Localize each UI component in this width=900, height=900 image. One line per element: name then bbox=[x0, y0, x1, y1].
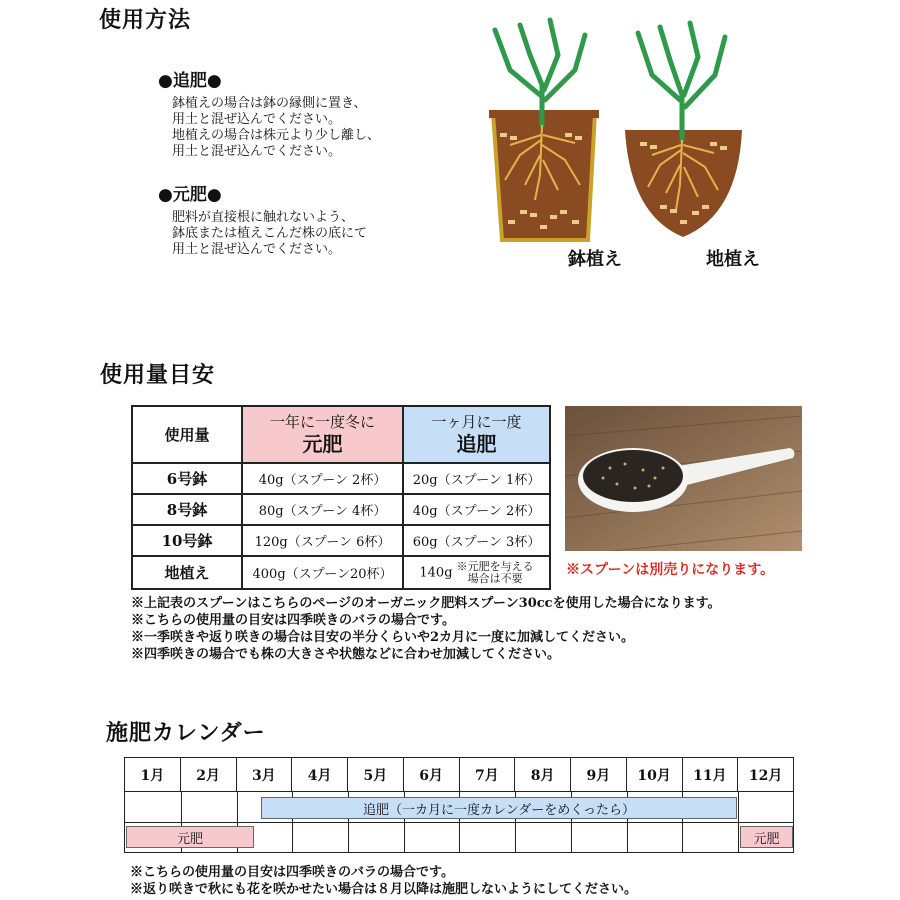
pot-label: 鉢植え bbox=[568, 249, 622, 270]
section-title-usage: 使用方法 bbox=[99, 7, 192, 33]
calendar-notes bbox=[130, 864, 637, 898]
section-title-amount: 使用量目安 bbox=[100, 362, 216, 388]
table-row bbox=[132, 525, 550, 556]
month-cell: 5月 bbox=[348, 758, 404, 791]
note-line: ※四季咲きの場合でも株の大きさや状態などに合わせ加減してください。 bbox=[131, 647, 561, 662]
header-tsuihi bbox=[403, 406, 550, 463]
month-cell: 1月 bbox=[125, 758, 181, 791]
header-tsuihi-sub: 一ヶ月に一度 bbox=[431, 412, 522, 431]
month-cell: 12月 bbox=[748, 767, 783, 784]
tsuihi-cell: 40g（スプーン 2杯） bbox=[403, 494, 550, 525]
motohi-heading: ●元肥● bbox=[158, 185, 222, 205]
note-line: ※こちらの使用量の目安は四季咲きのバラの場合です。 bbox=[130, 865, 454, 880]
header-motohi-main: 元肥 bbox=[302, 431, 343, 456]
motohi-cell: 120g（スプーン 6杯） bbox=[242, 525, 403, 556]
tsuihi-footnote: ※元肥を与える 場合は不要 bbox=[456, 559, 534, 585]
note-line: ※返り咲きで秋にも花を咲かせたい場合は８月以降は施肥しないようにしてください。 bbox=[130, 882, 638, 897]
month-cell: 3月 bbox=[237, 758, 293, 791]
month-cell: 4月 bbox=[292, 758, 348, 791]
month-cell: 6月 bbox=[404, 758, 460, 791]
header-tsuihi-main: 追肥 bbox=[456, 431, 497, 456]
tsuihi-heading: ●追肥● bbox=[158, 71, 222, 91]
usage-table bbox=[131, 405, 551, 590]
motohi-period-bar-dec: 元肥 bbox=[740, 826, 793, 848]
month-cell: 7月 bbox=[460, 758, 516, 791]
section-title-calendar: 施肥カレンダー bbox=[106, 720, 266, 746]
tsuihi-cell: 60g（スプーン 3杯） bbox=[403, 525, 550, 556]
motohi-cell: 40g（スプーン 2杯） bbox=[242, 463, 403, 494]
motohi-instructions: 肥料が直接根に触れないよう、 鉢底または植えこんだ株の底にて 用土と混ぜ込んでください。 bbox=[172, 210, 368, 257]
grid-line bbox=[738, 791, 739, 853]
month-cell: 9月 bbox=[571, 758, 627, 791]
row-label: 8号鉢 bbox=[132, 494, 242, 525]
month-cell: 2月 bbox=[181, 758, 237, 791]
tsuihi-cell bbox=[403, 556, 550, 589]
tsuihi-period-bar: 追肥（一カ月に一度カレンダーをめくったら） bbox=[261, 797, 737, 819]
row-label: 10号鉢 bbox=[132, 525, 242, 556]
table-header-row bbox=[132, 406, 550, 463]
motohi-cell: 80g（スプーン 4杯） bbox=[242, 494, 403, 525]
spoon-sold-separately-note: ※スプーンは別売りになります。 bbox=[566, 562, 775, 578]
motohi-period-bar-jan-feb: 元肥 bbox=[126, 826, 254, 848]
note-line: ※一季咲きや返り咲きの場合は目安の半分くらいや2カ月に一度に加減してください。 bbox=[131, 630, 635, 645]
ground-label: 地植え bbox=[706, 249, 760, 270]
ground-illustration bbox=[625, 23, 742, 237]
row-label: 6号鉢 bbox=[132, 463, 242, 494]
month-header-row bbox=[125, 758, 793, 792]
note-line: ※上記表のスプーンはこちらのページのオーガニック肥料スプーン30ccを使用した場合になります。 bbox=[131, 596, 721, 611]
planting-illustration bbox=[480, 15, 780, 245]
note-line: ※こちらの使用量の目安は四季咲きのバラの場合です。 bbox=[131, 613, 455, 628]
tsuihi-cell: 20g（スプーン 1杯） bbox=[403, 463, 550, 494]
header-motohi-sub: 一年に一度冬に bbox=[270, 412, 376, 431]
fertilizer-calendar bbox=[124, 757, 794, 853]
month-cell: 10月 bbox=[627, 758, 683, 791]
table-row bbox=[132, 494, 550, 525]
month-cell: 11月 bbox=[683, 758, 739, 791]
spoon-photo bbox=[565, 406, 802, 551]
tsuihi-instructions: 鉢植えの場合は鉢の縁側に置き、 用土と混ぜ込んでください。 地植えの場合は株元より少し離し、 用土と混ぜ込んでください。 bbox=[172, 96, 381, 159]
amount-notes bbox=[131, 595, 721, 663]
header-motohi bbox=[242, 406, 403, 463]
header-label: 使用量 bbox=[132, 406, 242, 463]
table-row bbox=[132, 463, 550, 494]
motohi-cell: 400g（スプーン20杯） bbox=[242, 556, 403, 589]
tsuihi-value: 140g bbox=[419, 565, 453, 580]
table-row bbox=[132, 556, 550, 589]
month-cell: 8月 bbox=[515, 758, 571, 791]
pot-illustration bbox=[489, 20, 599, 240]
row-label: 地植え bbox=[132, 556, 242, 589]
